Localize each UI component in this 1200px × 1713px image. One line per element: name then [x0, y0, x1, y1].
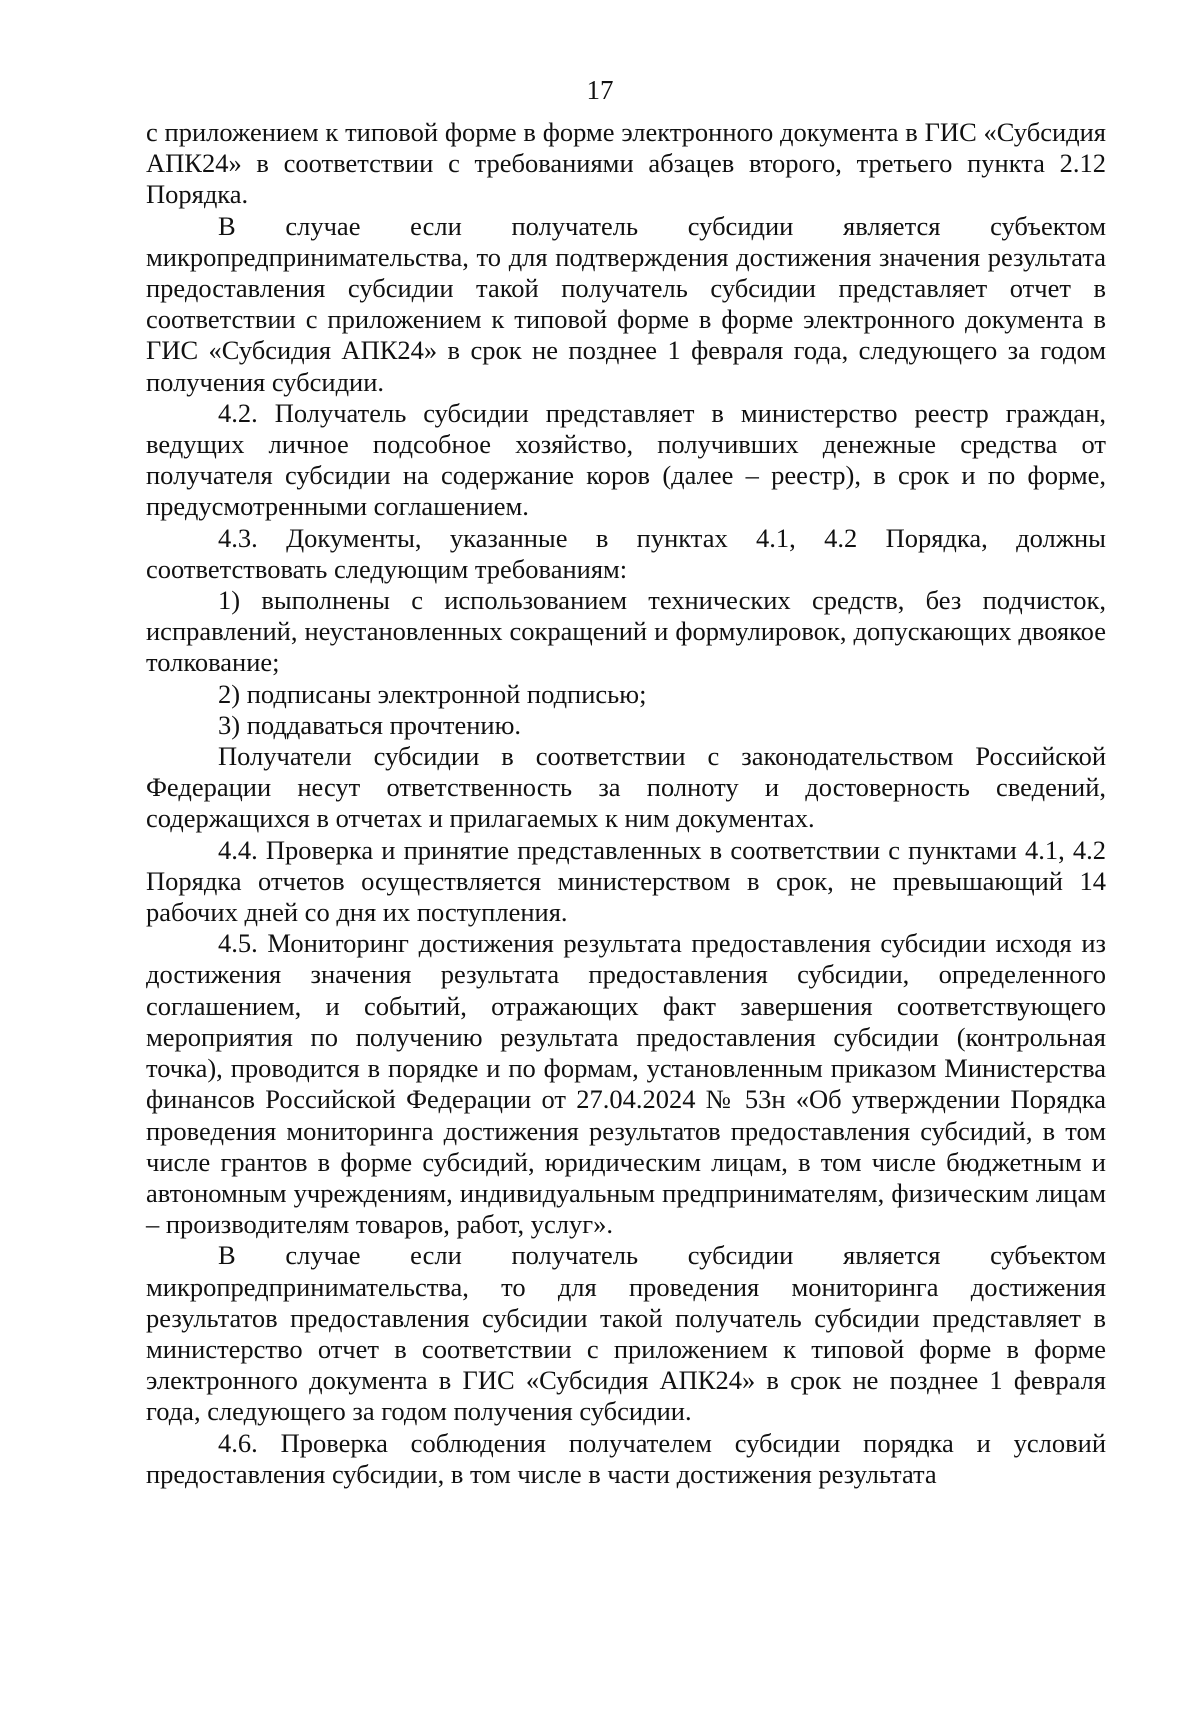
paragraph-4-6: 4.6. Проверка соблюдения получателем субсидии порядка и условий предоставления субсидии, в том числе в части достижения результата — [146, 1427, 1106, 1489]
paragraph-4-3: 4.3. Документы, указанные в пунктах 4.1, 4.2 Порядка, должны соответствовать следующим требованиям: — [146, 522, 1106, 584]
list-item-2: 2) подписаны электронной подписью; — [218, 678, 647, 709]
paragraph-micro-enterprise-monitoring: В случае если получатель субсидии является субъектом микропредпринимательства, то для проведения мониторинга достижения результатов предоставления субсидии такой получатель субсидии представляет в министерство отчет в соответствии с приложением к типовой форме в форме электронного документа в ГИС «Субсидия АПК24» в срок не позднее 1 февраля года, следующего за годом получения субсидии. — [146, 1240, 1106, 1427]
paragraph-responsibility: Получатели субсидии в соответствии с законодательством Российской Федерации несут ответственность за полноту и достоверность сведений, содержащихся в отчетах и прилагаемых к ним документах. — [146, 741, 1106, 834]
page-number: 17 — [586, 75, 614, 105]
paragraph-continuation: с приложением к типовой форме в форме электронного документа в ГИС «Субсидия АПК24» в соответствии с требованиями абзацев второго, третьего пункта 2.12 Порядка. — [146, 117, 1106, 210]
document-body — [146, 117, 1106, 1490]
paragraph-4-4: 4.4. Проверка и принятие представленных в соответствии с пунктами 4.1, 4.2 Порядка отчетов осуществляется министерством в срок, не превышающий 14 рабочих дней со дня их поступления. — [146, 834, 1106, 928]
paragraph-micro-enterprise-report: В случае если получатель субсидии является субъектом микропредпринимательства, то для подтверждения достижения значения результата предоставления субсидии такой получатель субсидии представляет отчет в соответствии с приложением к типовой форме в форме электронного документа в ГИС «Субсидия АПК24» в срок не позднее 1 февраля года, следующего за годом получения субсидии. — [146, 210, 1106, 397]
paragraph-4-5: 4.5. Мониторинг достижения результата предоставления субсидии исходя из достижения значения результата предоставления субсидии, определенного соглашением, и событий, отражающих факт завершения соответствующего мероприятия по получению результата предоставления субсидии (контрольная точка), проводится в порядке и по формам, установленным приказом Министерства финансов Российской Федерации от 27.04.2024 № 53н «Об утверждении Порядка проведения мониторинга достижения результатов предоставления субсидий, в том числе грантов в форме субсидий, юридическим лицам, в том числе бюджетным и автономным учреждениям, индивидуальным предпринимателям, физическим лицам – производителям товаров, работ, услуг». — [146, 928, 1106, 1240]
list-item-3: 3) поддаваться прочтению. — [218, 709, 522, 740]
paragraph-4-2: 4.2. Получатель субсидии представляет в министерство реестр граждан, ведущих личное подсобное хозяйство, получивших денежные средства от получателя субсидии на содержание коров (далее – реестр), в срок и по форме, предусмотренными соглашением. — [146, 397, 1106, 522]
list-item-1: 1) выполнены с использованием технических средств, без подчисток, исправлений, неустановленных сокращений и формулировок, допускающих двоякое толкование; — [146, 585, 1106, 678]
